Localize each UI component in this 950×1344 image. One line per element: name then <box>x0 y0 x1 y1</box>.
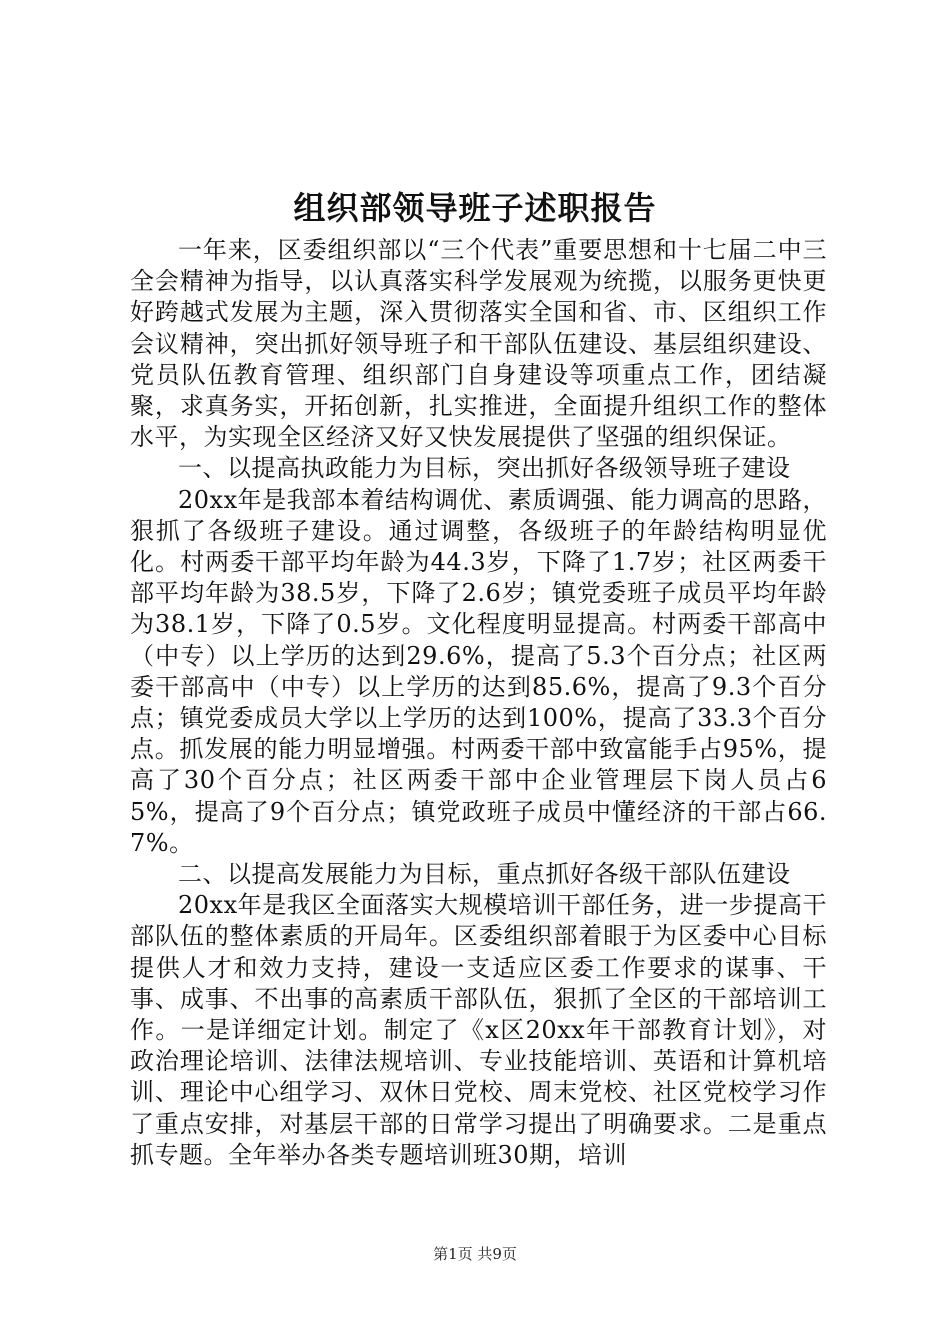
section-heading-1: 一、以提高执政能力为目标，突出抓好各级领导班子建设 <box>178 454 791 483</box>
page-number-footer: 第1页 共9页 <box>433 1245 517 1263</box>
section-2-paragraph: 20xx年是我区全面落实大规模培训干部任务，进一步提高干部队伍的整体素质的开局年。区委组织部着眼于为区委中心目标提供人才和效力支持，建设一支适应区委工作要求的谋事、干事、成事、不出事的高素质干部队伍，狠抓了全区的干部培训工作。一是详细定计划。制定了《x区20xx年干部教育计划》，对政治理论培训、法律法规培训、专业技能培训、英语和计算机培训、理论中心组学习、双休日党校、周末党校、社区党校学习作了重点安排，对基层干部的日常学习提出了明确要求。二是重点抓专题。全年举办各类专题培训班30期，培训 <box>130 891 827 1169</box>
intro-paragraph: 一年来，区委组织部以“三个代表”重要思想和十七届二中三全会精神为指导，以认真落实科学发展观为统揽，以服务更快更好跨越式发展为主题，深入贯彻落实全国和省、市、区组织工作会议精神，突出抓好领导班子和干部队伍建设、基层组织建设、党员队伍教育管理、组织部门自身建设等项重点工作，团结凝聚，求真务实，开拓创新，扎实推进，全面提升组织工作的整体水平，为实现全区经济又好又快发展提供了坚强的组织保证。 <box>130 236 827 452</box>
document-title: 组织部领导班子述职报告 <box>293 189 657 227</box>
section-heading-2: 二、以提高发展能力为目标，重点抓好各级干部队伍建设 <box>178 860 791 889</box>
section-1-paragraph: 20xx年是我部本着结构调优、素质调强、能力调高的思路，狠抓了各级班子建设。通过调整，各级班子的年龄结构明显优化。村两委干部平均年龄为44.3岁，下降了1.7岁；社区两委干部平均年龄为38.5岁，下降了2.6岁；镇党委班子成员平均年龄为38.1岁，下降了0.5岁。文化程度明显提高。村两委干部高中（中专）以上学历的达到29.6%，提高了5.3个百分点；社区两委干部高中（中专）以上学历的达到85.6%，提高了9.3个百分点；镇党委成员大学以上学历的达到100%，提高了33.3个百分点。抓发展的能力明显增强。村两委干部中致富能手占95%，提高了30个百分点；社区两委干部中企业管理层下岗人员占65%，提高了9个百分点；镇党政班子成员中懂经济的干部占66.7%。 <box>130 485 827 857</box>
document-body <box>130 235 827 1171</box>
